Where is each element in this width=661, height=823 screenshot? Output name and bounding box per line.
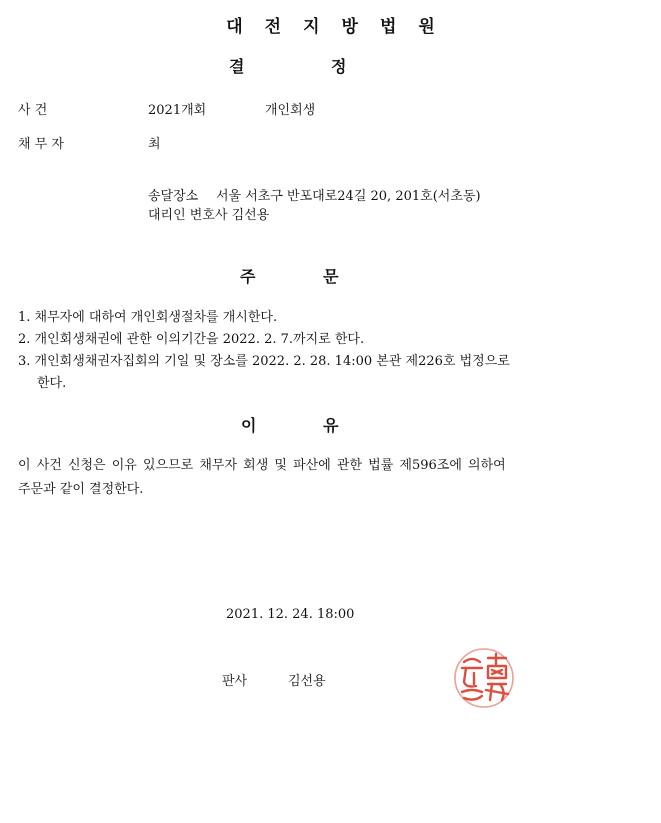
judge-name: 김선용 bbox=[288, 674, 326, 689]
service-address-label: 송달장소 bbox=[148, 189, 199, 204]
court-name-char: 지 bbox=[303, 17, 320, 37]
court-name bbox=[0, 12, 661, 37]
order-item: 1. 채무자에 대하여 개인회생절차를 개시한다. bbox=[18, 310, 278, 325]
representative: 대리인 변호사 김선용 bbox=[148, 208, 270, 223]
order-heading-char-2: 문 bbox=[323, 267, 339, 286]
court-name-char: 원 bbox=[418, 17, 435, 37]
service-address: 서울 서초구 반포대로24길 20, 201호(서초동) bbox=[216, 189, 481, 204]
case-name: 개인회생 bbox=[265, 103, 316, 118]
court-name-char: 법 bbox=[379, 17, 397, 37]
judge-title: 판사 bbox=[222, 674, 248, 689]
case-label: 사 건 bbox=[18, 103, 48, 118]
doc-type-char-2: 정 bbox=[331, 57, 347, 76]
court-seal-stamp-icon bbox=[452, 646, 516, 710]
decision-date: 2021. 12. 24. 18:00 bbox=[226, 607, 355, 622]
order-item: 2. 개인회생채권에 관한 이의기간을 2022. 2. 7.까지로 한다. bbox=[18, 332, 365, 347]
court-name-char: 대 bbox=[226, 17, 243, 37]
debtor-label: 채 무 자 bbox=[18, 137, 64, 152]
order-item-continuation: 한다. bbox=[37, 376, 67, 391]
court-name-char: 전 bbox=[264, 17, 282, 37]
order-item: 3. 개인회생채권자집회의 기일 및 장소를 2022. 2. 28. 14:00 본관 제226호 법정으로 bbox=[18, 354, 510, 369]
order-heading-char-1: 주 bbox=[240, 267, 256, 286]
doc-type-char-1: 결 bbox=[229, 57, 245, 76]
debtor-name: 최 bbox=[148, 137, 161, 152]
reason-heading-char-1: 이 bbox=[241, 416, 257, 435]
reason-heading-char-2: 유 bbox=[323, 416, 339, 435]
reason-line: 주문과 같이 결정한다. bbox=[18, 482, 144, 497]
case-number: 2021개회 bbox=[148, 103, 207, 118]
reason-line: 이 사건 신청은 이유 있으므로 채무자 회생 및 파산에 관한 법률 제596조에 의하여 bbox=[18, 458, 506, 473]
court-name-char: 방 bbox=[341, 17, 358, 37]
